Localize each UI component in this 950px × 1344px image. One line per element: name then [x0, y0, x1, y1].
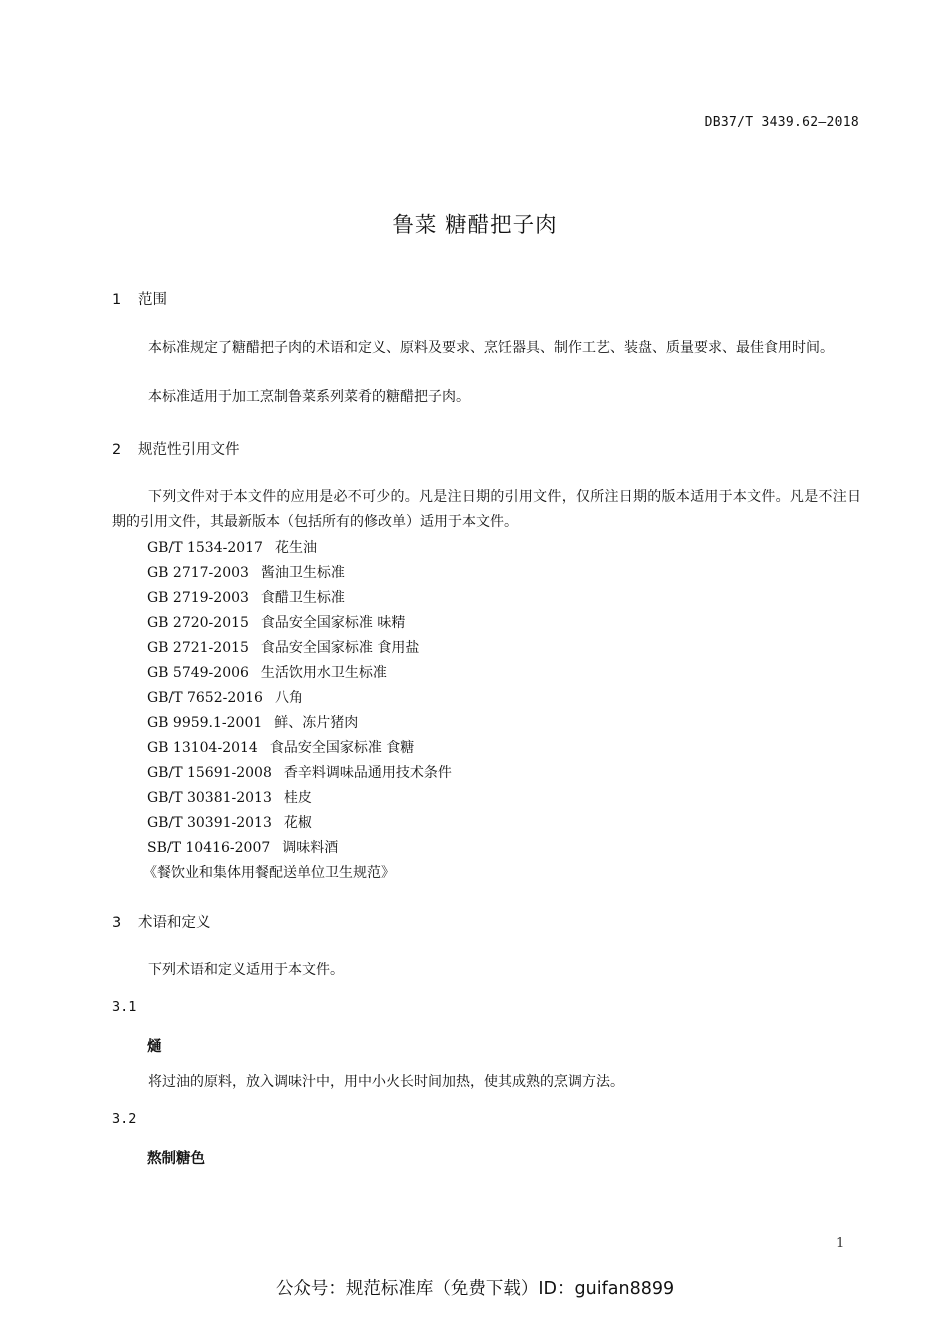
- reference-name: 调味料酒: [282, 840, 339, 856]
- reference-name: 食醋卫生标准: [260, 590, 345, 606]
- reference-name: 食品安全国家标准 食糖: [269, 740, 415, 756]
- reference-item: [147, 637, 419, 657]
- reference-item: [147, 812, 312, 832]
- other-reference: 《餐饮业和集体用餐配送单位卫生规范》: [143, 865, 395, 881]
- section-1-paragraph: 本标准适用于加工烹制鲁菜系列菜肴的糖醋把子肉。: [148, 389, 470, 405]
- reference-item: [147, 537, 317, 557]
- reference-code: GB 2720-2015: [147, 615, 249, 631]
- reference-item: [147, 687, 303, 707]
- reference-code: GB/T 1534-2017: [147, 540, 263, 556]
- reference-name: 酱油卫生标准: [260, 565, 345, 581]
- reference-code: GB 2721-2015: [147, 640, 249, 656]
- section-title: 规范性引用文件: [138, 442, 240, 458]
- reference-code: GB 13104-2014: [147, 740, 258, 756]
- section-title: 范围: [138, 292, 167, 308]
- reference-item: [147, 787, 312, 807]
- section-1-heading: [112, 288, 167, 309]
- section-3-heading: [112, 911, 211, 932]
- document-code-header: DB37/T 3439.62—2018: [704, 115, 859, 130]
- section-2-heading: [112, 438, 240, 459]
- reference-name: 桂皮: [283, 790, 312, 806]
- section-number: 3: [112, 915, 122, 931]
- reference-item: [147, 762, 452, 782]
- section-2-intro: 下列文件对于本文件的应用是必不可少的。凡是注日期的引用文件，仅所注日期的版本适用于本文件。凡是不注日期的引用文件，其最新版本（包括所有的修改单）适用于本文件。: [112, 489, 861, 530]
- section-1-paragraph: 本标准规定了糖醋把子肉的术语和定义、原料及要求、烹饪器具、制作工艺、装盘、质量要求、最佳食用时间。: [148, 340, 834, 356]
- reference-code: GB/T 7652-2016: [147, 690, 263, 706]
- reference-code: GB/T 30391-2013: [147, 815, 272, 831]
- reference-code: GB 9959.1-2001: [147, 715, 263, 731]
- reference-name: 香辛料调味品通用技术条件: [283, 765, 452, 781]
- footer-notice: 公众号：规范标准库（免费下载）ID：guifan8899: [275, 1279, 675, 1299]
- reference-name: 花椒: [283, 815, 312, 831]
- reference-item: [147, 562, 345, 582]
- reference-item: [147, 612, 405, 632]
- section-number: 1: [112, 292, 122, 308]
- reference-name: 花生油: [274, 540, 317, 556]
- section-title: 术语和定义: [138, 915, 211, 931]
- term-definition: 将过油的原料，放入调味汁中，用中小火长时间加热，使其成熟的烹调方法。: [148, 1074, 624, 1090]
- document-title: 鲁菜 糖醋把子肉: [392, 213, 558, 238]
- reference-code: GB 5749-2006: [147, 665, 249, 681]
- reference-item: [147, 662, 387, 682]
- term-number: 3.2: [112, 1111, 137, 1127]
- reference-item: [147, 837, 338, 857]
- reference-code: GB/T 30381-2013: [147, 790, 272, 806]
- reference-item: [147, 587, 345, 607]
- section-number: 2: [112, 442, 122, 458]
- reference-name: 食品安全国家标准 食用盐: [260, 640, 420, 656]
- reference-name: 生活饮用水卫生标准: [260, 665, 387, 681]
- reference-code: SB/T 10416-2007: [147, 840, 271, 856]
- page-number: 1: [836, 1236, 845, 1251]
- reference-item: [147, 712, 358, 732]
- term-number: 3.1: [112, 999, 137, 1015]
- reference-item: [147, 737, 414, 757]
- reference-name: 八角: [274, 690, 303, 706]
- reference-name: 食品安全国家标准 味精: [260, 615, 406, 631]
- reference-code: GB 2717-2003: [147, 565, 249, 581]
- term-name: 熥: [147, 1039, 162, 1055]
- reference-name: 鲜、冻片猪肉: [274, 715, 359, 731]
- reference-code: GB/T 15691-2008: [147, 765, 272, 781]
- reference-code: GB 2719-2003: [147, 590, 249, 606]
- section-3-intro: 下列术语和定义适用于本文件。: [148, 962, 344, 978]
- term-name: 熬制糖色: [147, 1151, 205, 1167]
